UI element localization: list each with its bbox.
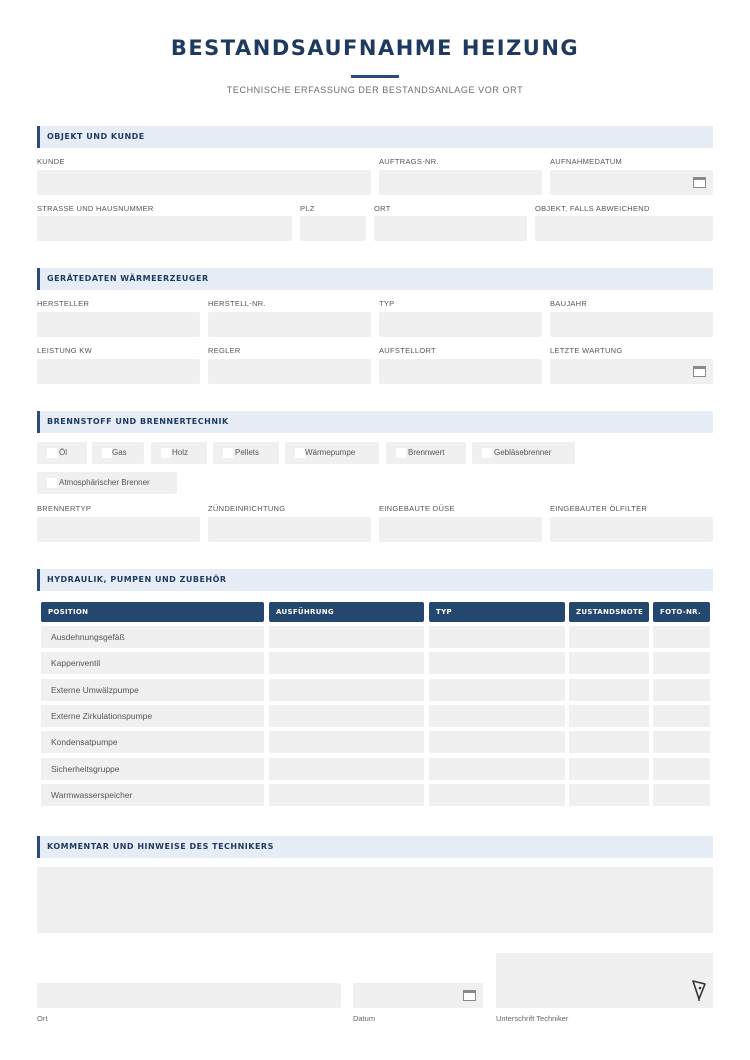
table-header-label: POSITION — [48, 608, 89, 616]
section-title: BRENNSTOFF UND BRENNERTECHNIK — [47, 417, 229, 426]
cell-foto-nr[interactable] — [653, 679, 710, 701]
checkbox-geblaesebrenner[interactable] — [472, 442, 575, 464]
duese-field[interactable] — [379, 517, 542, 542]
cell-ausfuehrung[interactable] — [269, 652, 424, 674]
table-header-label: ZUSTANDSNOTE — [576, 608, 644, 616]
kunde-field[interactable] — [37, 170, 371, 195]
section-geraetedaten — [37, 268, 713, 290]
baujahr-field[interactable] — [550, 312, 713, 337]
label-hersteller: HERSTELLER — [37, 299, 90, 308]
section-objekt-kunde — [37, 126, 713, 148]
kommentar-textarea[interactable] — [37, 867, 713, 933]
cell-foto-nr[interactable] — [653, 705, 710, 727]
cell-foto-nr[interactable] — [653, 758, 710, 780]
brennertyp-field[interactable] — [37, 517, 200, 542]
label-plz: PLZ — [300, 204, 315, 213]
cell-position — [41, 784, 264, 806]
checkbox-label: Pellets — [235, 448, 260, 457]
row-label: Kondensatpumpe — [51, 737, 118, 748]
table-header-zustandsnote — [569, 602, 649, 622]
checkbox-box[interactable] — [47, 478, 57, 488]
page-subtitle: TECHNISCHE ERFASSUNG DER BESTANDSANLAGE VOR ORT — [226, 85, 524, 95]
label-baujahr: BAUJAHR — [550, 299, 588, 308]
checkbox-box[interactable] — [161, 448, 171, 458]
checkbox-box[interactable] — [295, 448, 305, 458]
label-datum-footer: Datum — [353, 1014, 376, 1023]
table-header-ausfuehrung — [269, 602, 424, 622]
page-title: BESTANDSAUFNAHME HEIZUNG — [170, 36, 580, 60]
signature-box[interactable] — [496, 953, 713, 1008]
row-label: Warmwasserspeicher — [51, 789, 133, 800]
calendar-icon[interactable] — [693, 366, 706, 377]
zuendeinrichtung-field[interactable] — [208, 517, 371, 542]
cell-position — [41, 705, 264, 727]
cell-foto-nr[interactable] — [653, 784, 710, 806]
table-header-foto-nr — [653, 602, 710, 622]
calendar-icon[interactable] — [693, 177, 706, 188]
cell-foto-nr[interactable] — [653, 626, 710, 648]
label-typ: TYP — [379, 299, 395, 308]
row-label: Ausdehnungsgefäß — [51, 632, 125, 642]
cell-foto-nr[interactable] — [653, 652, 710, 674]
row-label: Externe Umwälzpumpe — [51, 684, 139, 695]
cell-foto-nr[interactable] — [653, 731, 710, 753]
label-kunde: KUNDE — [37, 157, 65, 166]
section-title: OBJEKT UND KUNDE — [47, 132, 145, 141]
checkbox-brennwert[interactable] — [386, 442, 466, 464]
checkbox-box[interactable] — [396, 448, 406, 458]
checkbox-label: Wärmepumpe — [305, 448, 356, 457]
checkbox-box[interactable] — [102, 448, 112, 458]
auftrags-nr-field[interactable] — [379, 170, 542, 195]
row-label: Externe Zirkulationspumpe — [51, 710, 153, 721]
section-title: GERÄTEDATEN WÄRMEERZEUGER — [47, 274, 209, 283]
row-label: Sicherheitsgruppe — [51, 763, 120, 774]
cell-ausfuehrung[interactable] — [269, 784, 424, 806]
hersteller-field[interactable] — [37, 312, 200, 337]
checkbox-label: Gas — [112, 448, 127, 457]
cell-typ[interactable] — [429, 731, 565, 753]
ort-signature-field[interactable] — [37, 983, 341, 1008]
cell-ausfuehrung[interactable] — [269, 626, 424, 648]
checkbox-holz[interactable] — [151, 442, 207, 464]
checkbox-box[interactable] — [47, 448, 57, 458]
label-brennertyp: BRENNERTYP — [37, 504, 92, 513]
cell-position — [41, 626, 264, 648]
cell-zustandsnote[interactable] — [569, 679, 649, 701]
section-kommentar — [37, 836, 713, 858]
table-header-position — [41, 602, 264, 622]
checkbox-label: Atmosphärischer Brenner — [59, 478, 150, 487]
cell-zustandsnote[interactable] — [569, 626, 649, 648]
checkbox-label: Gebläsebrenner — [494, 448, 552, 457]
section-hydraulik — [37, 569, 713, 591]
aufstellort-field[interactable] — [379, 359, 542, 384]
label-auftrags-nr: AUFTRAGS-NR. — [379, 157, 439, 166]
label-ort: ORT — [374, 204, 391, 213]
label-leistung: LEISTUNG KW — [37, 346, 92, 355]
herstell-nr-field[interactable] — [208, 312, 371, 337]
cell-typ[interactable] — [429, 679, 565, 701]
ort-field[interactable] — [374, 216, 527, 241]
objekt-abweichend-field[interactable] — [535, 216, 713, 241]
leistung-field[interactable] — [37, 359, 200, 384]
cell-typ[interactable] — [429, 758, 565, 780]
cell-position — [41, 652, 264, 674]
label-zuendeinrichtung: ZÜNDEINRICHTUNG — [208, 504, 286, 513]
cell-ausfuehrung[interactable] — [269, 758, 424, 780]
cell-typ[interactable] — [429, 784, 565, 806]
label-aufnahmedatum: AUFNAHMEDATUM — [550, 157, 623, 166]
section-brennstoff — [37, 411, 713, 433]
cell-zustandsnote[interactable] — [569, 705, 649, 727]
label-duese: EINGEBAUTE DÜSE — [379, 504, 455, 513]
checkbox-box[interactable] — [482, 448, 492, 458]
label-objekt-abweichend: OBJEKT, FALLS ABWEICHEND — [535, 204, 650, 213]
cell-ausfuehrung[interactable] — [269, 679, 424, 701]
cell-zustandsnote[interactable] — [569, 731, 649, 753]
checkbox-oel[interactable] — [37, 442, 87, 464]
cell-zustandsnote[interactable] — [569, 652, 649, 674]
checkbox-label: Brennwert — [408, 448, 445, 457]
label-herstell-nr: HERSTELL-NR. — [208, 299, 266, 308]
plz-field[interactable] — [300, 216, 366, 241]
checkbox-waermepumpe[interactable] — [285, 442, 379, 464]
oelfilter-field[interactable] — [550, 517, 713, 542]
title-divider — [351, 75, 399, 78]
checkbox-label: Öl — [59, 448, 67, 457]
section-title: HYDRAULIK, PUMPEN UND ZUBEHÖR — [47, 575, 227, 584]
checkbox-label: Holz — [172, 448, 189, 457]
table-header-label: AUSFÜHRUNG — [276, 608, 334, 616]
table-header-typ — [429, 602, 565, 622]
label-unterschrift: Unterschrift Techniker — [496, 1014, 569, 1023]
checkbox-box[interactable] — [223, 448, 233, 458]
cell-position — [41, 731, 264, 753]
cell-position — [41, 758, 264, 780]
cell-position — [41, 679, 264, 701]
checkbox-pellets[interactable] — [213, 442, 279, 464]
label-strasse: STRASSE UND HAUSNUMMER — [37, 204, 154, 213]
calendar-icon[interactable] — [463, 990, 476, 1001]
label-aufstellort: AUFSTELLORT — [379, 346, 436, 355]
section-title: KOMMENTAR UND HINWEISE DES TECHNIKERS — [47, 842, 274, 851]
cell-typ[interactable] — [429, 652, 565, 674]
label-regler: REGLER — [208, 346, 241, 355]
label-ort-footer: Ort — [37, 1014, 48, 1023]
cell-zustandsnote[interactable] — [569, 784, 649, 806]
regler-field[interactable] — [208, 359, 371, 384]
typ-field[interactable] — [379, 312, 542, 337]
row-label: Kappenventil — [51, 658, 101, 669]
checkbox-gas[interactable] — [92, 442, 144, 464]
label-oelfilter: EINGEBAUTER ÖLFILTER — [550, 504, 648, 513]
cell-ausfuehrung[interactable] — [269, 731, 424, 753]
cell-ausfuehrung[interactable] — [269, 705, 424, 727]
aufnahmedatum-field[interactable] — [550, 170, 713, 195]
cell-typ[interactable] — [429, 705, 565, 727]
strasse-field[interactable] — [37, 216, 292, 241]
checkbox-atmosphaerisch[interactable] — [37, 472, 177, 494]
letzte-wartung-field[interactable] — [550, 359, 713, 384]
cell-typ[interactable] — [429, 626, 565, 648]
label-letzte-wartung: LETZTE WARTUNG — [550, 346, 623, 355]
table-header-label: FOTO-NR. — [660, 608, 701, 616]
table-header-label: TYP — [436, 608, 452, 616]
pen-icon — [691, 980, 707, 1002]
cell-zustandsnote[interactable] — [569, 758, 649, 780]
datum-signature-field[interactable] — [353, 983, 483, 1008]
